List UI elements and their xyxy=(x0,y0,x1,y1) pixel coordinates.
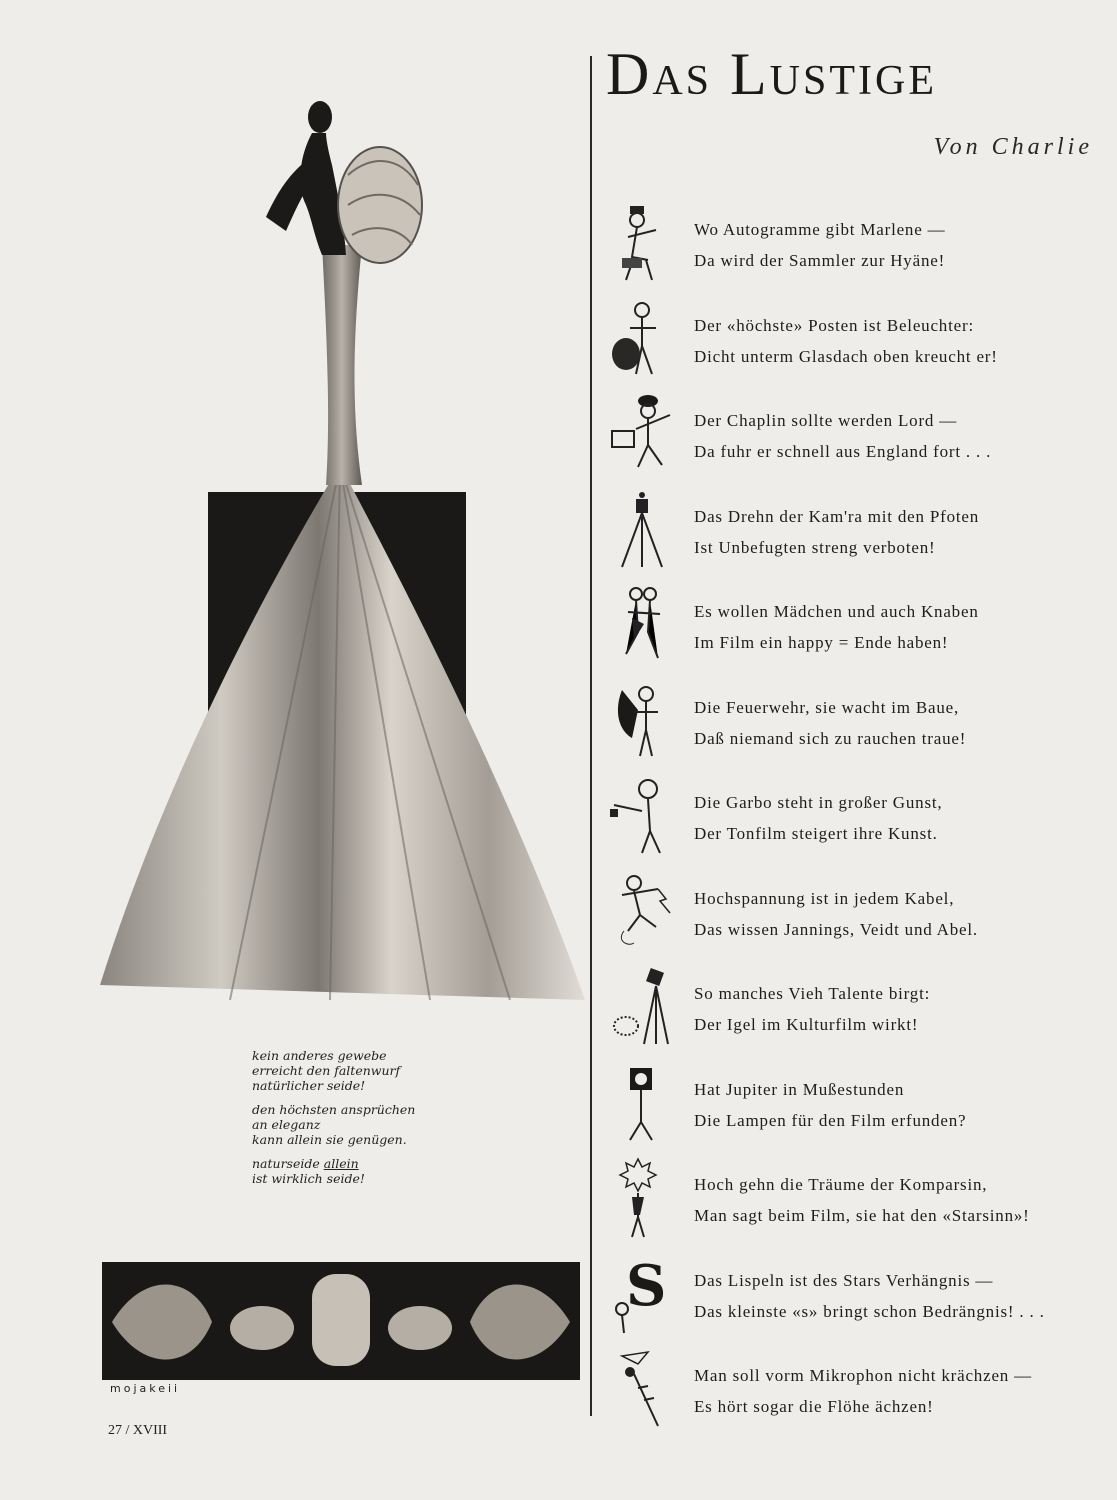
verse-item xyxy=(600,387,1100,483)
fabric-drape xyxy=(100,465,585,1000)
verse-line: So manches Vieh Talente birgt: xyxy=(694,984,931,1003)
bee-left-icon xyxy=(230,1306,294,1350)
verse-item xyxy=(600,1056,1100,1152)
ad-line: kann allein sie genügen. xyxy=(252,1132,407,1147)
lighting-technician-icon xyxy=(608,298,684,380)
verse-line: Die Lampen für den Film erfunden? xyxy=(694,1110,967,1130)
ad-line-underlined: allein xyxy=(323,1156,359,1171)
verse-item xyxy=(600,960,1100,1056)
fireman-icon xyxy=(608,680,684,762)
verse-item xyxy=(600,1151,1100,1247)
verse-line: Der Chaplin sollte werden Lord — xyxy=(694,411,958,430)
verse-line: Das Drehn der Kam'ra mit den Pfoten xyxy=(694,506,980,526)
verse-item xyxy=(600,1247,1100,1343)
verse-item xyxy=(600,1342,1100,1438)
page-title: Das Lustige xyxy=(606,41,937,107)
verse-line: Der Igel im Kulturfilm wirkt! xyxy=(694,1015,919,1034)
ad-line: an eleganz xyxy=(252,1117,321,1132)
verse-line: Es hört sogar die Flöhe ächzen! xyxy=(694,1397,934,1416)
verse-line: Dicht unterm Glasdach oben kreucht er! xyxy=(694,346,998,366)
verse-line: Im Film ein happy = Ende haben! xyxy=(694,633,949,652)
verse-line: Hochspannung ist in jedem Kabel, xyxy=(694,888,955,908)
verse-item xyxy=(600,674,1100,770)
verse-line: Das Lispeln ist des Stars Verhängnis — xyxy=(694,1270,994,1290)
garbo-microphone-icon xyxy=(608,775,684,857)
artist-signature: mojakeii xyxy=(110,1382,181,1395)
letter-s-icon xyxy=(608,1253,684,1335)
verse-item xyxy=(600,483,1100,579)
silk-cocoon xyxy=(312,1274,370,1366)
column-divider xyxy=(590,56,592,1416)
verse-line: Der «höchste» Posten ist Beleuchter: xyxy=(694,315,974,335)
silk-gown-illustration xyxy=(100,95,585,1015)
verse-line: Es wollen Mädchen und auch Knaben xyxy=(694,602,979,621)
verse-line: Ist Unbefugten streng verboten! xyxy=(694,537,936,557)
svg-text:S: S xyxy=(626,1252,667,1319)
hedgehog-camera-icon xyxy=(608,966,684,1048)
microphone-flea-icon xyxy=(608,1348,684,1430)
chaplin-icon xyxy=(608,393,684,475)
verse-line: Die Feuerwehr, sie wacht im Baue, xyxy=(694,697,960,717)
verse-item xyxy=(600,578,1100,674)
leaves-and-bees-banner xyxy=(102,1262,580,1380)
verse-line: Der Tonfilm steigert ihre Kunst. xyxy=(694,824,938,843)
verse-line: Man sagt beim Film, sie hat den «Starsinn»! xyxy=(694,1206,1030,1225)
advertisement-caption xyxy=(252,1048,502,1195)
verse-line: Daß niemand sich zu rauchen traue! xyxy=(694,728,967,748)
ad-line: den höchsten ansprüchen xyxy=(252,1102,416,1117)
page-number: 27 / XVIII xyxy=(108,1423,168,1438)
dancing-couple-icon xyxy=(608,584,684,666)
autograph-hunter-icon xyxy=(608,202,684,284)
verse-line: Hoch gehn die Träume der Komparsin, xyxy=(694,1175,988,1194)
verse-line: Das wissen Jannings, Veidt und Abel. xyxy=(694,919,978,939)
verse-line: Die Garbo steht in großer Gunst, xyxy=(694,793,943,812)
verse-line: Das kleinste «s» bringt schon Bedrängnis! . . . xyxy=(694,1301,1045,1321)
verse-line: Wo Autogramme gibt Marlene — xyxy=(694,220,946,239)
studio-lamp-icon xyxy=(608,1062,684,1144)
verse-item xyxy=(600,196,1100,292)
bee-right-icon xyxy=(388,1306,452,1350)
verse-line: Da wird der Sammler zur Hyäne! xyxy=(694,251,946,270)
verse-line: Hat Jupiter in Mußestunden xyxy=(694,1079,905,1099)
verse-item xyxy=(600,865,1100,961)
verse-item xyxy=(600,769,1100,865)
dreaming-extra-icon xyxy=(608,1157,684,1239)
film-camera-tripod-icon xyxy=(608,489,684,571)
ad-line: erreicht den faltenwurf xyxy=(252,1063,401,1078)
verse-line: Man soll vorm Mikrophon nicht krächzen — xyxy=(694,1366,1032,1385)
figure-head xyxy=(308,101,332,133)
electrocuted-man-icon xyxy=(608,871,684,953)
ad-line: kein anderes gewebe xyxy=(252,1048,387,1063)
author-byline: Von Charlie xyxy=(933,134,1093,160)
ad-line: natürlicher seide! xyxy=(252,1078,366,1093)
ad-line: naturseide xyxy=(252,1156,324,1171)
verse-list xyxy=(600,196,1100,1438)
verse-item xyxy=(600,292,1100,388)
verse-line: Da fuhr er schnell aus England fort . . . xyxy=(694,442,992,461)
gown-stem xyxy=(322,245,362,485)
ad-line: ist wirklich seide! xyxy=(252,1171,365,1186)
